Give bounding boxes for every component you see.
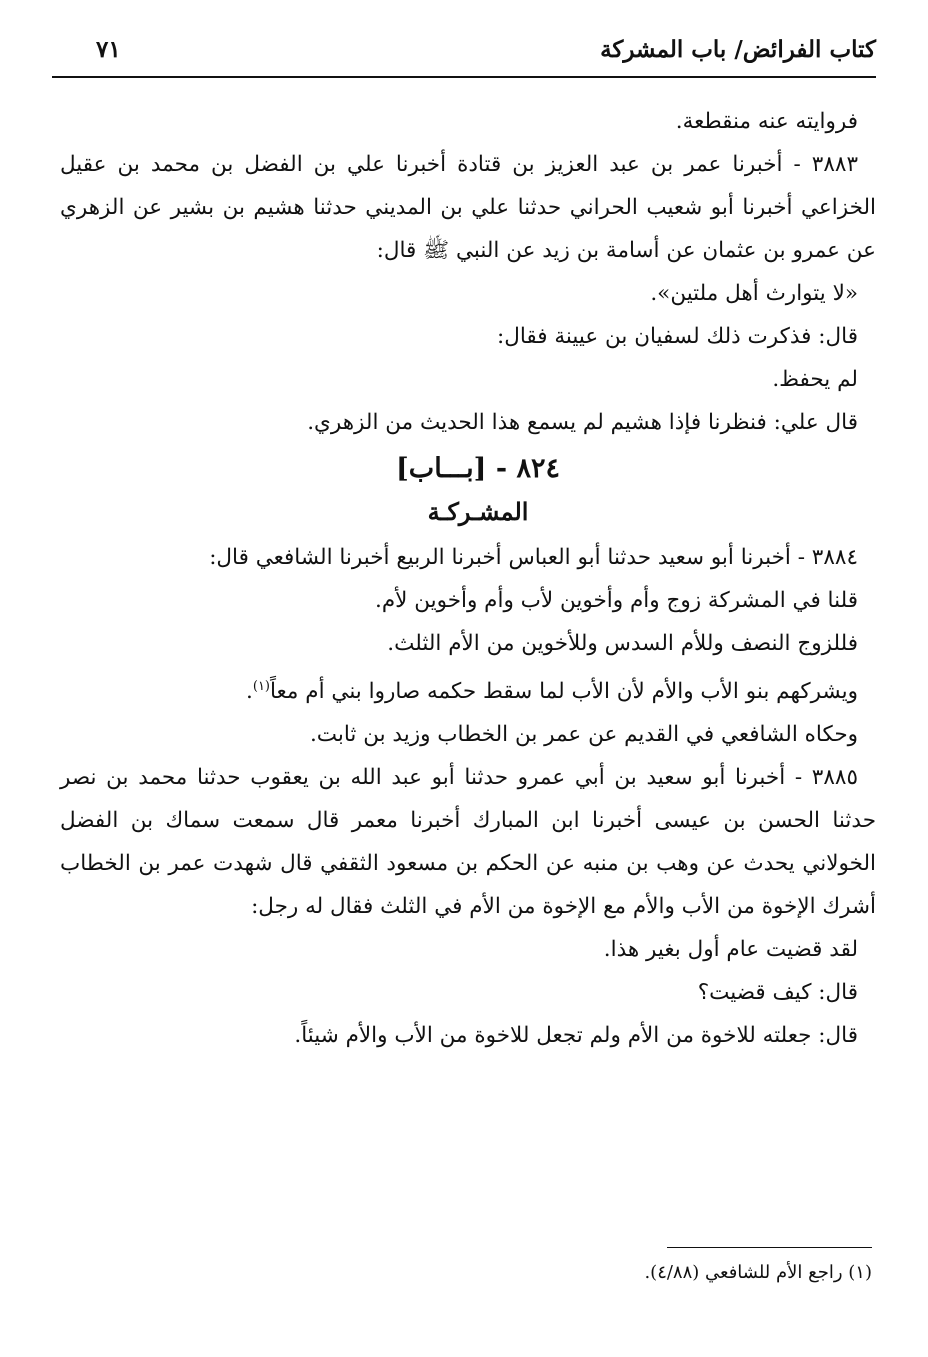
- paragraph-with-footnote: [60, 665, 876, 713]
- paragraph: قلنا في المشركة زوج وأم وأخوين لأب وأم وأخوين لأم.: [375, 588, 858, 613]
- main-text: [60, 100, 876, 1057]
- paragraph: وحكاه الشافعي في القديم عن عمر بن الخطاب وزيد بن ثابت.: [309, 722, 858, 748]
- paragraph: فروايته عنه منقطعة.: [675, 109, 858, 134]
- page-number: ٧١: [96, 36, 121, 63]
- paragraph: فللزوج النصف وللأم السدس وللأخوين من الأم الثلث.: [387, 631, 858, 656]
- paragraph: لم يحفظ.: [772, 367, 858, 392]
- paragraph: قال: فذكرت ذلك لسفيان بن عيينة فقال:: [496, 324, 858, 349]
- paragraph: قال علي: فنظرنا فإذا هشيم لم يسمع هذا الحديث من الزهري.: [307, 410, 858, 435]
- hadith-3883: ٣٨٨٣ - أخبرنا عمر بن عبد العزيز بن قتادة أخبرنا علي بن الفضل بن محمد بن عقيل الخزاعي أخبرنا أبو شعيب الحراني حدثنا علي بن المديني حدثنا هشيم بن بشير عن الزهري عن عمرو بن عثمان عن أسامة بن زيد عن النبي ﷺ قال:: [60, 152, 876, 263]
- chapter-subheading: المشـركـة: [427, 497, 529, 526]
- chapter-heading: ٨٢٤ - [بـــاب]: [396, 453, 560, 484]
- footnote-divider: [667, 1247, 872, 1248]
- paragraph: «لا يتوارث أهل ملتين».: [650, 281, 858, 306]
- paragraph: لقد قضيت عام أول بغير هذا.: [603, 937, 858, 963]
- paragraph-text: ويشركهم بنو الأب والأم لأن الأب لما سقط حكمه صاروا بني أم معاً: [270, 679, 858, 705]
- hadith-3885: ٣٨٨٥ - أخبرنا أبو سعيد بن أبي عمرو حدثنا أبو عبد الله بن يعقوب حدثنا محمد بن نصر حدثنا الحسن بن عيسى أخبرنا ابن المبارك أخبرنا معمر قال سمعت سماك بن الفضل الخولاني يحدث عن وهب بن منبه عن الحكم بن مسعود الثقفي قال شهدت عمر بن الخطاب أشرك الإخوة من الأب والأم مع الإخوة من الأم في الثلث فقال له رجل:: [60, 765, 876, 920]
- footnote-reference: (١): [252, 679, 270, 694]
- running-header-title: كتاب الفرائض/ باب المشركة: [600, 36, 876, 63]
- paragraph: قال: كيف قضيت؟: [697, 980, 858, 1006]
- running-header: [52, 30, 876, 74]
- paragraph: قال: جعلته للاخوة من الأم ولم تجعل للاخوة من الأب والأم شيئاً.: [294, 1023, 858, 1049]
- header-divider: [52, 76, 876, 78]
- paragraph-end: .: [246, 679, 253, 705]
- footnote: (١) راجع الأم للشافعي (٤/٨٨).: [644, 1262, 872, 1283]
- hadith-3884: ٣٨٨٤ - أخبرنا أبو سعيد حدثنا أبو العباس أخبرنا الربيع أخبرنا الشافعي قال:: [209, 545, 858, 570]
